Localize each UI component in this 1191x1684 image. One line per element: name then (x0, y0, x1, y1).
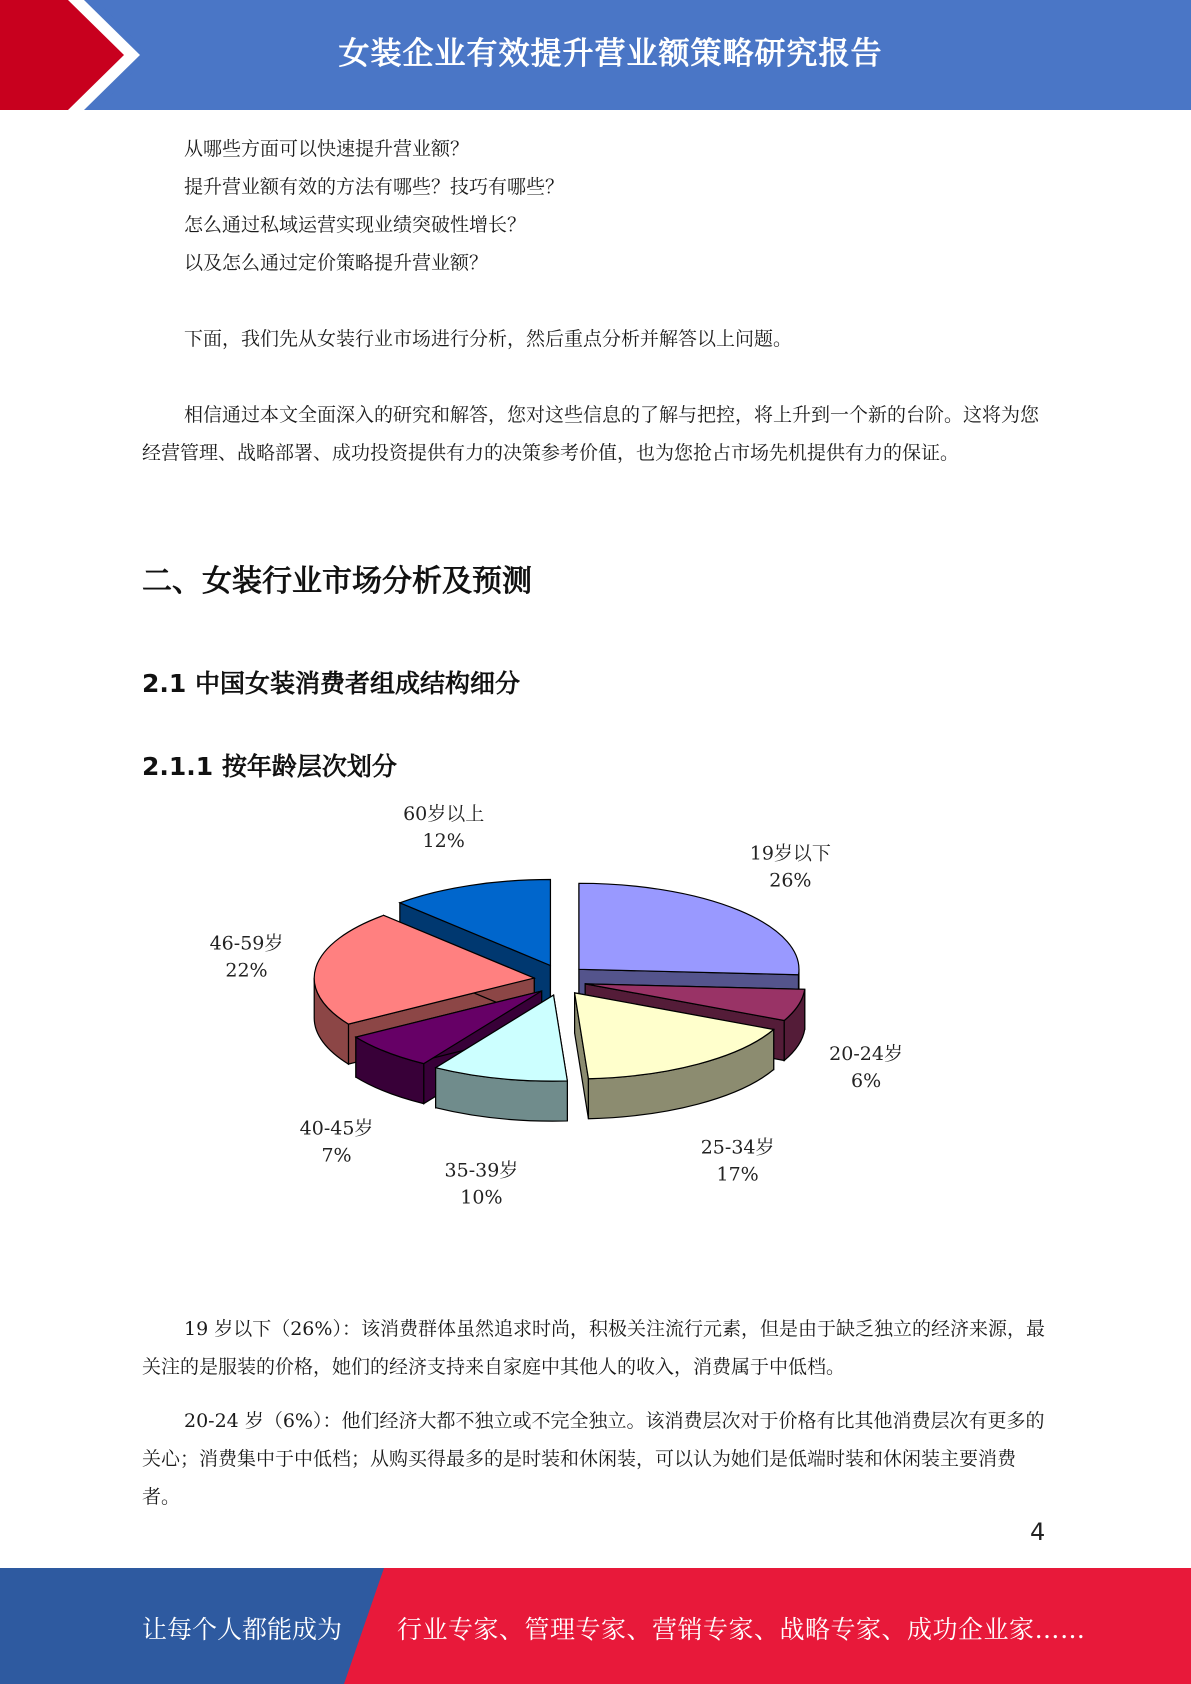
intro-paragraph-1: 下面，我们先从女装行业市场进行分析，然后重点分析并解答以上问题。 (184, 328, 793, 350)
body-paragraph-1: 19 岁以下（26%）：该消费群体虽然追求时尚，积极关注流行元素，但是由于缺乏独立的经济来源，最关注的是服装的价格，她们的经济支持来自家庭中其他人的收入，消费属于中低档。 (142, 1318, 1045, 1378)
pie-label-6: 46-59岁 (209, 932, 284, 955)
pie-pct-1: 26% (769, 869, 812, 892)
age-pie-chart (200, 802, 920, 1209)
pie-label-5: 40-45岁 (299, 1117, 374, 1140)
section-heading: 二、女装行业市场分析及预测 (142, 564, 532, 599)
page-footer (0, 1568, 1191, 1684)
pie-label-3: 25-34岁 (700, 1136, 775, 1159)
sub-subsection-heading: 2.1.1 按年龄层次划分 (142, 752, 397, 781)
page-number: 4 (1030, 1518, 1046, 1546)
subsection-heading: 2.1 中国女装消费者组成结构细分 (142, 669, 520, 698)
body-section (142, 1310, 1047, 1516)
pie-pct-3: 17% (716, 1163, 759, 1186)
pie-label-1: 19岁以下 (749, 842, 831, 865)
footer-slogan-left: 让每个人都能成为 (142, 1615, 343, 1644)
pie-pct-6: 22% (225, 959, 268, 982)
pie-label-4: 35-39岁 (444, 1159, 519, 1182)
pie-label-7: 60岁以上 (403, 802, 485, 825)
pie-pct-4: 10% (460, 1186, 503, 1209)
pie-pct-5: 7% (321, 1144, 352, 1167)
question-4: 以及怎么通过定价策略提升营业额？ (184, 252, 489, 274)
intro-paragraph-2: 相信通过本文全面深入的研究和解答，您对这些信息的了解与把控，将上升到一个新的台阶。这将为您经营管理、战略部署、成功投资提供有力的决策参考价值，也为您抢占市场先机提供有力的保证。 (142, 404, 1040, 464)
header-title: 女装企业有效提升营业额策略研究报告 (338, 36, 883, 72)
question-3: 怎么通过私域运营实现业绩突破性增长？ (184, 214, 527, 236)
body-paragraph-2: 20-24 岁（6%）：他们经济大都不独立或不完全独立。该消费层次对于价格有比其他消费层次有更多的关心；消费集中于中低档；从购买得最多的是时装和休闲装，可以认为她们是低端时装和休闲装主要消费者。 (142, 1410, 1045, 1508)
pie-label-2: 20-24岁 (829, 1043, 903, 1066)
page-header (0, 0, 1191, 110)
question-2: 提升营业额有效的方法有哪些？技巧有哪些？ (184, 176, 565, 198)
pie-pct-7: 12% (422, 829, 465, 852)
intro-section (142, 130, 1047, 472)
question-1: 从哪些方面可以快速提升营业额？ (184, 138, 470, 160)
pie-slices (314, 879, 805, 1121)
pie-pct-2: 6% (850, 1070, 882, 1093)
footer-slogan-right: 行业专家、管理专家、营销专家、战略专家、成功企业家…… (397, 1615, 1086, 1644)
